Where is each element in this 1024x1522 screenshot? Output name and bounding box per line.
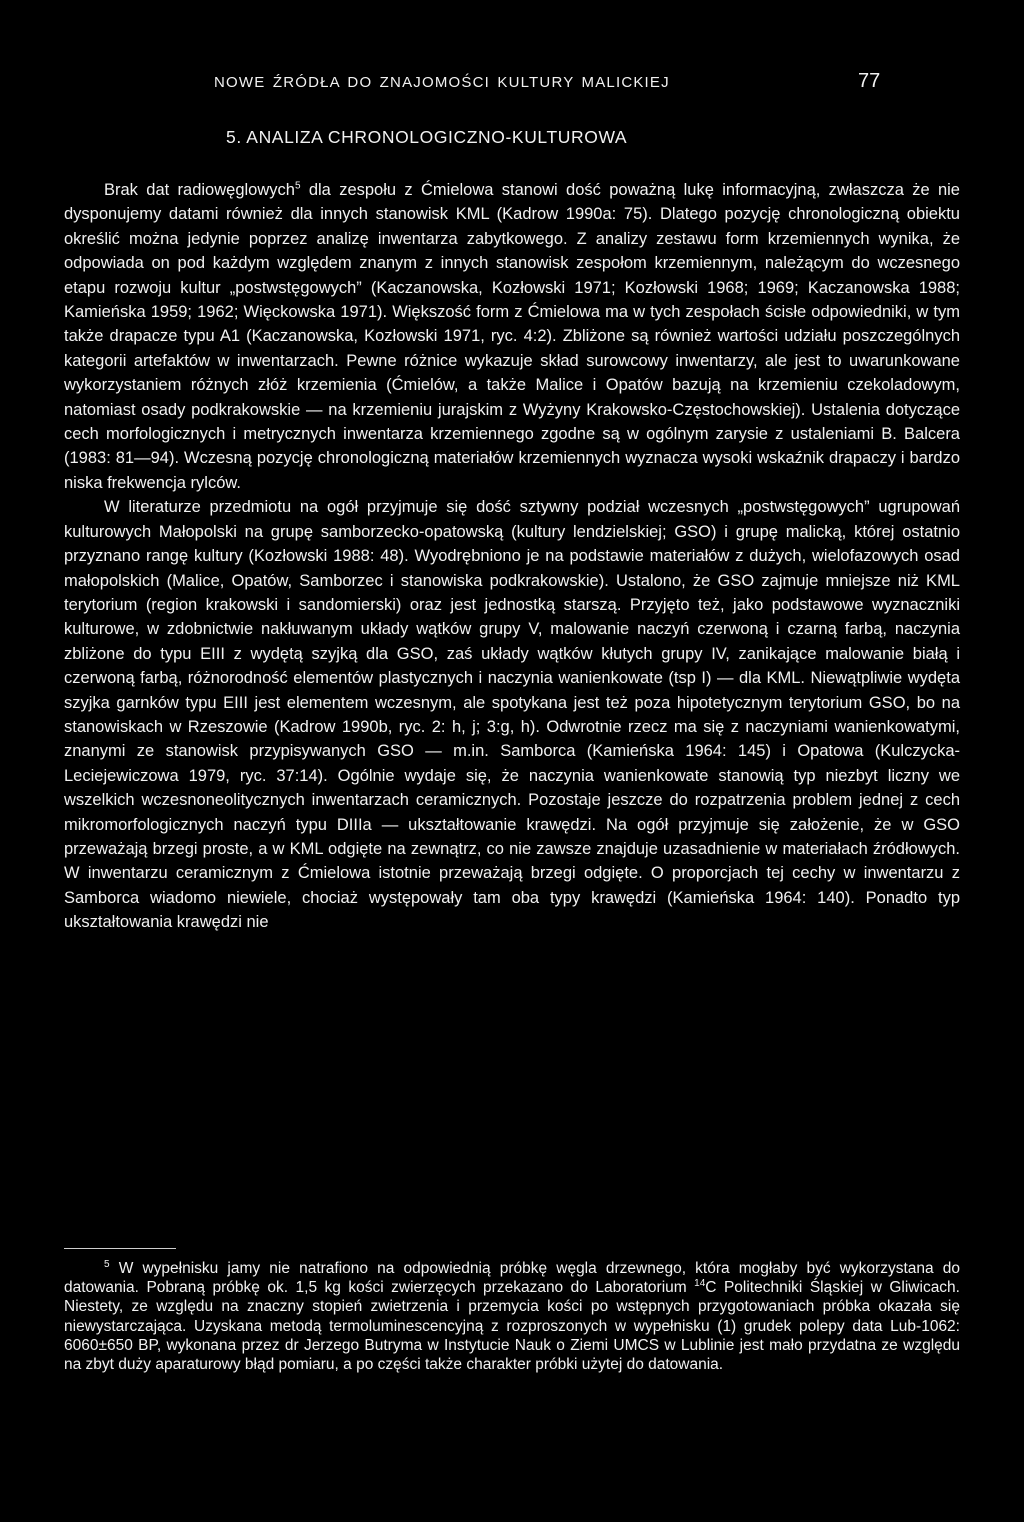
body-text [64,178,960,935]
footnote-text [64,1259,960,1374]
paragraph-2: W literaturze przedmiotu na ogół przyjmuje się dość sztywny podział wczesnych „postwstęgowych” ugrupowań kulturowych Małopolski na grupę samborzecko-opatowską (kultury lendzielskiej; GSO) i grupę malicką, której ostatnio przyznano rangę kultury (Kozłowski 1988: 48). Wyodrębniono je na podstawie materiałów z dużych, wielofazowych osad małopolskich (Malice, Opatów, Samborzec i stanowiska podkrakowskie). Ustalono, że GSO zajmuje mniejsze niż KML terytorium (region krakowski i sandomierski) oraz jest jednostką starszą. Przyjęto też, jako podstawowe wyznaczniki kulturowe, w zdobnictwie nakłuwanym układy wątków grupy V, malowanie naczyń czerwoną i czarną farbą, naczynia zbliżone do typu EIII z wydętą szyjką dla GSO, zaś układy wątków kłutych grupy IV, zanikające malowanie białą i czerwoną farbą, różnorodność elementów plastycznych i naczynia wanienkowate (tsp I) — dla KML. Niewątpliwie wydęta szyjka garnków typu EIII jest elementem wczesnym, ale spotykana jest też poza hipotetycznym terytorium GSO, bo na stanowiskach w Rzeszowie (Kadrow 1990b, ryc. 2: h, j; 3:g, h). Odwrotnie rzecz ma się z naczyniami wanienkowatymi, znanymi ze stanowisk przypisywanych GSO — m.in. Samborca (Kamieńska 1964: 145) i Opatowa (Kulczycka-Leciejewiczowa 1979, ryc. 37:14). Ogólnie wydaje się, że naczynia wanienkowate stanowią typ niezbyt liczny we wszelkich wczesnoneolitycznych inwentarzach ceramicznych. Pozostaje jeszcze do rozpatrzenia problem jednej z cech mikromorfologicznych naczyń typu DIIIa — ukształtowanie krawędzi. Na ogół przyjmuje się założenie, że w GSO przeważają brzegi proste, a w KML odgięte na zewnątrz, co nie zawsze znajduje uzasadnienie w materiałach źródłowych. W inwentarzu ceramicznym z Ćmielowa istotnie przeważają brzegi odgięte. O proporcjach tej cechy w inwentarzu z Samborca wiadomo niewiele, chociaż występowały tam oba typy krawędzi (Kamieńska 1964: 140). Ponadto typ ukształtowania krawędzi nie [64,498,960,932]
paragraph-1-start: Brak dat radiowęglowych [104,181,295,199]
footnote-mark: 5 [104,1258,110,1270]
section-title: 5. ANALIZA CHRONOLOGICZNO-KULTUROWA [226,127,628,147]
page-number: 77 [858,70,881,92]
footnote-text-rest: C Politechniki Śląskiej w Gliwicach. Niestety, ze względu na znaczny stopień zwietrzenia i przemycia kości po wstępnych przygotowaniach próbka okazała się niewystarczająca. Uzyskana metodą termoluminescencyjną z rozproszonych w wypełnisku (1) grudek polepy data Lub-1062: 6060±650 BP, wykonana przez dr Jerzego Butryma w Instytucie Nauk o Ziemi UMCS w Lublinie jest mało przydatna ze względu na zbyt duży aparaturowy błąd pomiaru, a po części także charakter próbki użytej do datowania. [64,1279,960,1374]
paragraph-1-rest: dla zespołu z Ćmielowa stanowi dość poważną lukę informacyjną, zwłaszcza że nie dysponujemy datami również dla innych stanowisk KML (Kadrow 1990a: 75). Dlatego pozycję chronologiczną obiektu określić można jedynie poprzez analizę inwentarza zabytkowego. Z analizy zestawu form krzemiennych wynika, że odpowiada on pod każdym względem znanym z innych stanowisk zespołom krzemiennym, należącym do wczesnego etapu rozwoju kultur „postwstęgowych” (Kaczanowska, Kozłowski 1971; Kozłowski 1968; 1969; Kaczanowska 1988; Kamieńska 1959; 1962; Więckowska 1971). Większość form z Ćmielowa ma w tych zespołach ścisłe odpowiedniki, w tym także drapacze typu A1 (Kaczanowska, Kozłowski 1971, ryc. 4:2). Zbliżone są również wartości udziału poszczególnych kategorii artefaktów w inwentarzach. Pewne różnice wykazuje skład surowcowy inwentarzy, ale jest to uwarunkowane wykorzystaniem różnych złóż krzemienia (Ćmielów, a także Malice i Opatów bazują na krzemieniu czekoladowym, natomiast osady podkrakowskie — na krzemieniu jurajskim z Wyżyny Krakowsko-Częstochowskiej). Ustalenia dotyczące cech morfologicznych i metrycznych inwentarza krzemiennego zgodne są w ogólnym zarysie z ustaleniami B. Balcera (1983: 81—94). Wczesną pozycję chronologiczną materiałów krzemiennych wyznacza wysoki wskaźnik drapaczy i bardzo niska frekwencja rylców. [64,181,960,492]
footnote-text-start: W wypełnisku jamy nie natrafiono na odpowiednią próbkę węgla drzewnego, która mogłaby być wykorzystana do datowania. Pobraną próbkę ok. 1,5 kg kości zwierzęcych przekazano do Laboratorium [64,1260,960,1297]
footnote-reference-mark: 5 [294,180,301,192]
running-head: NOWE ŹRÓDŁA DO ZNAJOMOŚCI KULTURY MALICKIEJ [214,74,670,91]
footnote-separator [64,1248,176,1249]
footnote [64,1259,960,1374]
paragraph-1 [64,178,960,495]
c14-superscript: 14 [694,1278,706,1290]
